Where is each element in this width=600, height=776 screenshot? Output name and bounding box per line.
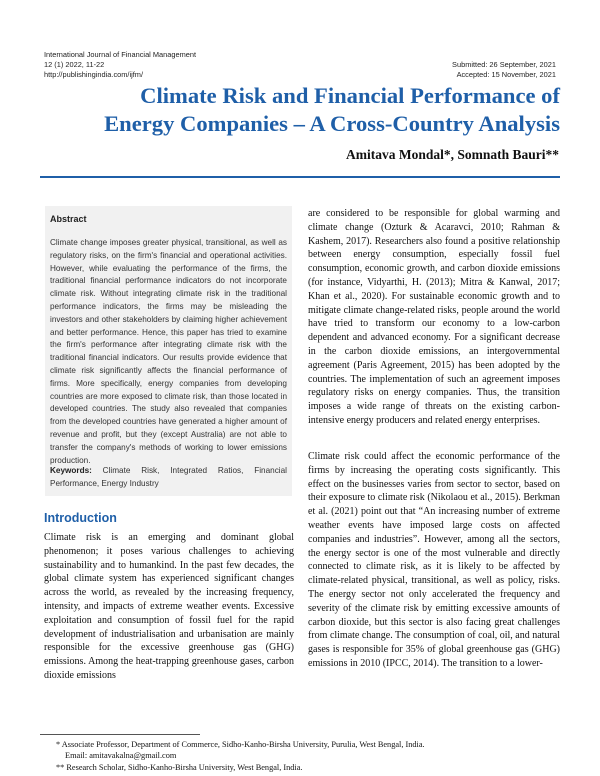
introduction-heading: Introduction: [44, 511, 117, 525]
footnote-author-1: [56, 739, 556, 762]
keywords-label: Keywords:: [50, 466, 92, 475]
journal-name: International Journal of Financial Management: [44, 50, 197, 59]
accepted-date: Accepted: 15 November, 2021: [456, 70, 556, 79]
footnote-author-2: ** Research Scholar, Sidho-Kanho-Birsha University, West Bengal, India.: [56, 763, 303, 772]
authors: Amitava Mondal*, Somnath Bauri**: [345, 147, 559, 162]
abstract-text: Climate change imposes greater physical, transitional, as well as regulatory risks, on the firm's financial and operational activities. However, while evaluating the performance of the firms, the traditional financial performance indicators do not incorporate climate risk. Without integrating climate risk in the traditional performance indicators, the firms may be misleading the investors and other stakeholders by claiming higher achievement and better performance. Hence, this paper has tried to examine the firm's performance after integrating climate risk with the traditional financial indicators. Our results provide evidence that climate risk significantly affects the financial performance of firms. More specifically, energy companies from developing countries are more exposed to climate risk, than those located in developed countries. The study also revealed that companies from the developed countries have generated a higher amount of revenue and profit, but they (except Australia) are not able to transfer the company's methods of working to lower emissions production.: [50, 238, 287, 465]
keywords: [50, 465, 287, 491]
submitted-date: Submitted: 26 September, 2021: [452, 60, 556, 69]
title-line-2: Energy Companies – A Cross-Country Analysis: [104, 111, 560, 136]
title-divider: [40, 176, 560, 178]
title-line-1: Climate Risk and Financial Performance of: [140, 83, 560, 108]
introduction-paragraph-right-2: Climate risk could affect the economic performance of the firms by increasing the operating costs significantly. This effect on the businesses varies from sector to sector, based on their exposure to climate risk (Nikolaou et al., 2015). Berkman et al. (2021) point out that “An increasing number of extreme weather events have imposed large costs on affected companies and industries”. However, among all the sectors, the energy sector is one of the most vulnerable and directly connected to climate risk, as it is likely to be affected by climate-related physical, transitional, as well as policy, risks. The energy sector not only accelerated the frequency and severity of the climate risk by emitting excessive amounts of carbon dioxide, but this sector is also facing great challenges from climate change. The consumption of coal, oil, and natural gases is responsible for 35% of global greenhouse gas (GHG) emissions in 2010 (IPCC, 2014). The transition to a lower-: [308, 451, 560, 669]
introduction-paragraph-left: Climate risk is an emerging and dominant global phenomenon; it poses various challenges to achieving sustainability and to humankind. In the past few decades, the global climate system has experienced significant changes across the world, as revealed by the increasing frequency, intensity, and impacts of extreme weather events. Excessive exploitation and consumption of fossil fuel for the rapid development of industrialisation and urbanisation are mainly responsible for the excessive greenhouse gas (GHG) emissions. Among the heat-trapping greenhouse gases, carbon dioxide emissions: [44, 532, 294, 681]
footnote-divider: [40, 734, 200, 735]
keywords-list: Climate Risk, Integrated Ratios, Financial Performance, Energy Industry: [50, 466, 287, 488]
introduction-paragraph-right-1: are considered to be responsible for global warming and climate change (Ozturk & Acaravci, 2010; Rahman & Kashem, 2017). Researchers also found a positive relationship between energy consumption, especially fossil fuel consumption, economic growth, and carbon dioxide emissions (for instance, Vidyarthi, H. (2013); Mitra & Kanwal, 2017; Khan et al., 2020). For sustainable economic growth and to mitigate climate change-related risks, people around the world have tried to transform our economy to a low-carbon dependent and advanced economy. For a significant decrease in the carbon dioxide emissions, an intergovernmental agreement (Paris Agreement, 2015) has been adopted by the countries. The implementation of such an agreement imposes regulatory risks on energy companies. Thus, the transition imposes a wide range of threats on the existing carbon-intensive energy producers and related energy enterprises.: [308, 208, 560, 426]
journal-url[interactable]: http://publishingindia.com/ijfm/: [44, 70, 144, 79]
paper-title: [40, 82, 560, 138]
abstract-heading: Abstract: [50, 214, 87, 224]
footnote-author-1-email[interactable]: Email: amitavakalna@gmail.com: [65, 751, 177, 761]
footnote-author-1-affiliation: * Associate Professor, Department of Commerce, Sidho-Kanho-Birsha University, Purulia, West Bengal, India.: [56, 740, 425, 749]
journal-volume: 12 (1) 2022, 11-22: [44, 60, 105, 69]
